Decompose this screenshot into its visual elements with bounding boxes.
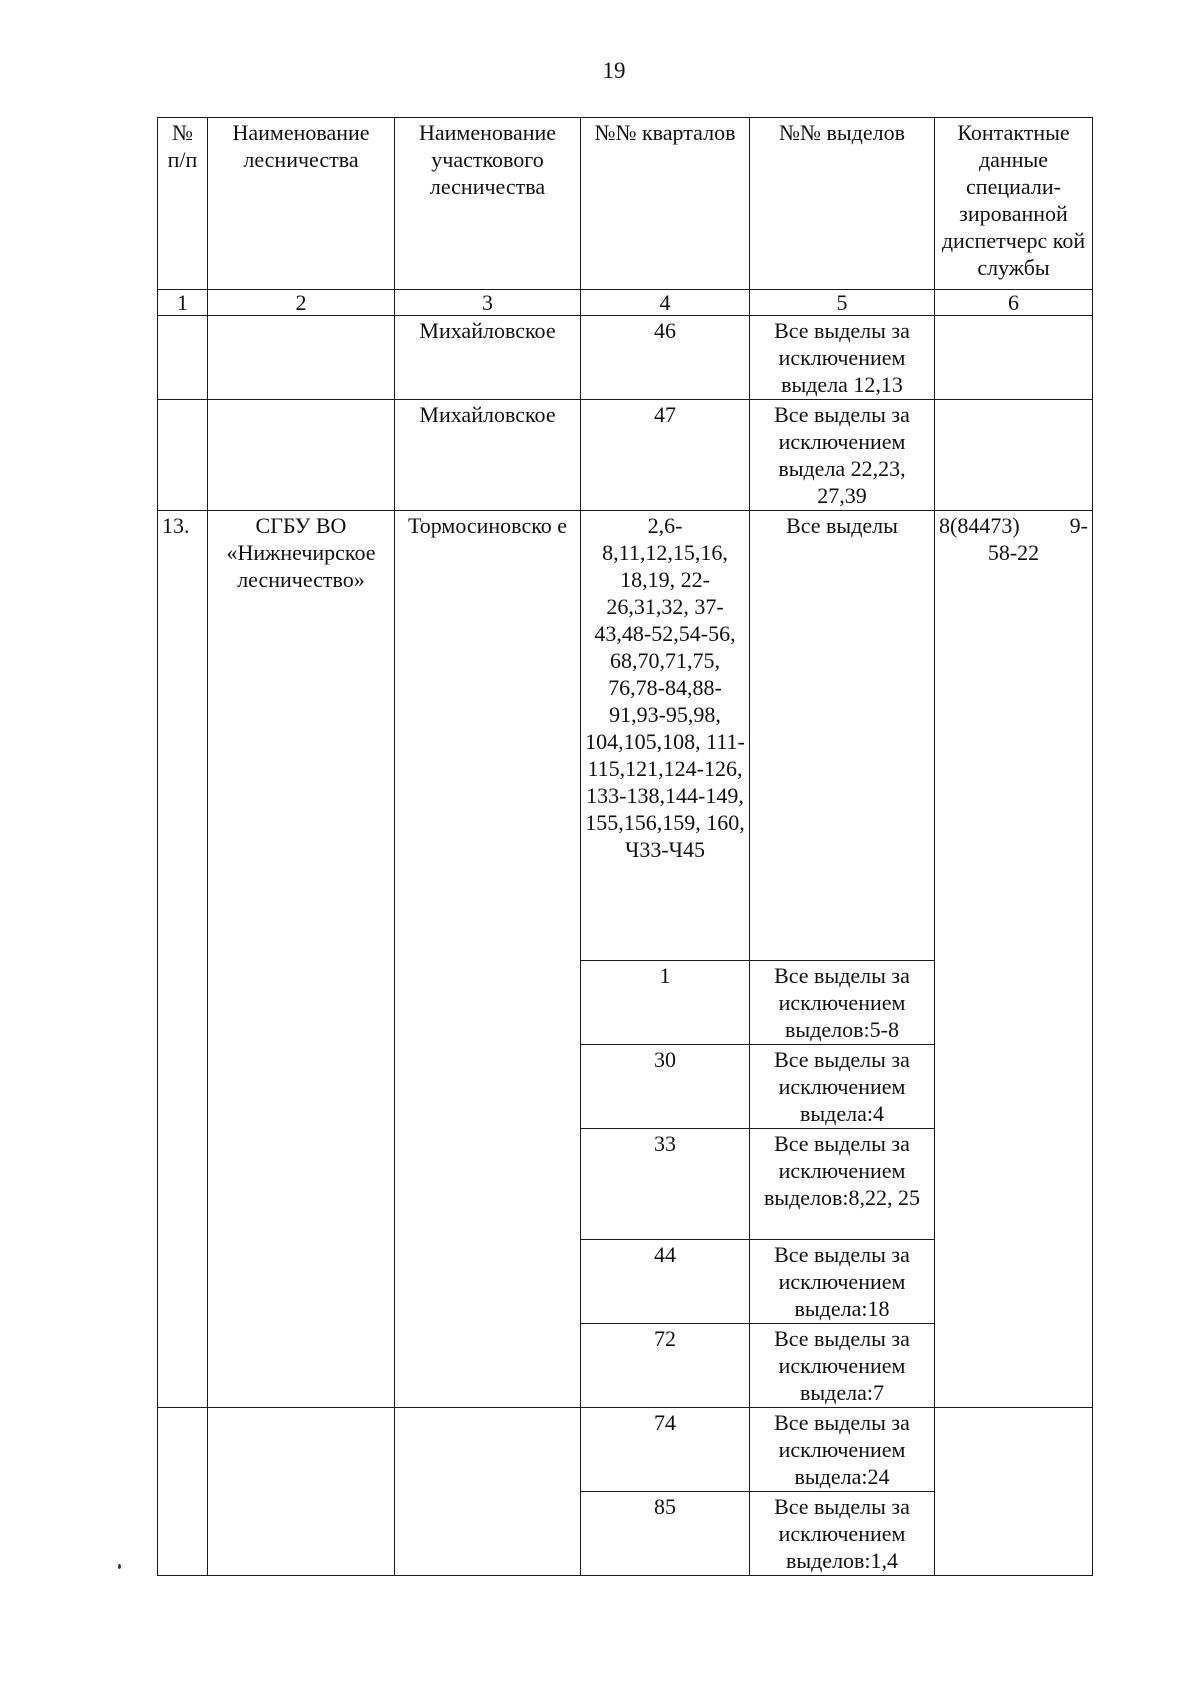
page-number: 19 bbox=[602, 58, 626, 83]
column-number: 6 bbox=[935, 290, 1093, 316]
sections-cell: Все выделы за исключением выдела:18 bbox=[750, 1240, 935, 1324]
district-cell: Тормосиновско е bbox=[395, 511, 581, 1408]
column-number: 3 bbox=[395, 290, 581, 316]
district-cell: Михайловское bbox=[395, 316, 581, 400]
table-row bbox=[158, 1408, 1093, 1492]
quarter-cell: 46 bbox=[581, 316, 750, 400]
quarter-cell: 72 bbox=[581, 1324, 750, 1408]
sections-cell: Все выделы за исключением выделов:1,4 bbox=[750, 1492, 935, 1576]
header-number: № п/п bbox=[158, 118, 208, 290]
quarter-cell: 44 bbox=[581, 1240, 750, 1324]
table-row bbox=[158, 316, 1093, 400]
quarter-cell: 74 bbox=[581, 1408, 750, 1492]
phone-prefix: 9- bbox=[1069, 513, 1088, 538]
contact-cell bbox=[935, 511, 1093, 1408]
phone-number: 58-22 bbox=[987, 540, 1040, 565]
column-number: 2 bbox=[208, 290, 395, 316]
quarter-cell: 1 bbox=[581, 961, 750, 1045]
sections-cell: Все выделы за исключением выделов:8,22, 25 bbox=[750, 1129, 935, 1240]
header-quarters: №№ кварталов bbox=[581, 118, 750, 290]
sections-cell: Все выделы за исключением выдела:4 bbox=[750, 1045, 935, 1129]
sections-cell: Все выделы за исключением выдела:7 bbox=[750, 1324, 935, 1408]
column-number: 1 bbox=[158, 290, 208, 316]
scan-speck bbox=[118, 1564, 121, 1569]
sections-cell: Все выделы bbox=[750, 511, 935, 961]
table-row bbox=[158, 511, 1093, 961]
sections-cell: Все выделы за исключением выдела 22,23, 27,39 bbox=[750, 400, 935, 511]
quarter-cell: 30 bbox=[581, 1045, 750, 1129]
quarter-cell: 85 bbox=[581, 1492, 750, 1576]
column-number-row bbox=[158, 290, 1093, 316]
header-row bbox=[158, 118, 1093, 290]
forestry-table bbox=[157, 117, 1093, 1576]
quarter-cell: 33 bbox=[581, 1129, 750, 1240]
quarter-list: 2,6-8,11,12,15,16, 18,19, 22-26,31,32, 37-43,48-52,54-56, 68,70,71,75, 76,78-84,88-91,93-95,98, 104,105,108, 111-115,121,124-126, 133-138,144-149, 155,156,159, 160, Ч33-Ч45 bbox=[581, 511, 750, 961]
header-forestry: Наименование лесничества bbox=[208, 118, 395, 290]
sections-cell: Все выделы за исключением выделов:5-8 bbox=[750, 961, 935, 1045]
header-sections: №№ выделов bbox=[750, 118, 935, 290]
sections-cell: Все выделы за исключением выдела 12,13 bbox=[750, 316, 935, 400]
district-cell: Михайловское bbox=[395, 400, 581, 511]
quarter-cell: 47 bbox=[581, 400, 750, 511]
column-number: 4 bbox=[581, 290, 750, 316]
header-district: Наименование участкового лесничества bbox=[395, 118, 581, 290]
sections-cell: Все выделы за исключением выдела:24 bbox=[750, 1408, 935, 1492]
header-contacts: Контактные данные специали-зированной диспетчерс кой службы bbox=[935, 118, 1093, 290]
entry-number: 13. bbox=[158, 511, 208, 1408]
forestry-name: СГБУ ВО «Нижнечирское лесничество» bbox=[208, 511, 395, 1408]
column-number: 5 bbox=[750, 290, 935, 316]
phone-code: 8(84473) bbox=[939, 513, 1020, 538]
table-row bbox=[158, 400, 1093, 511]
